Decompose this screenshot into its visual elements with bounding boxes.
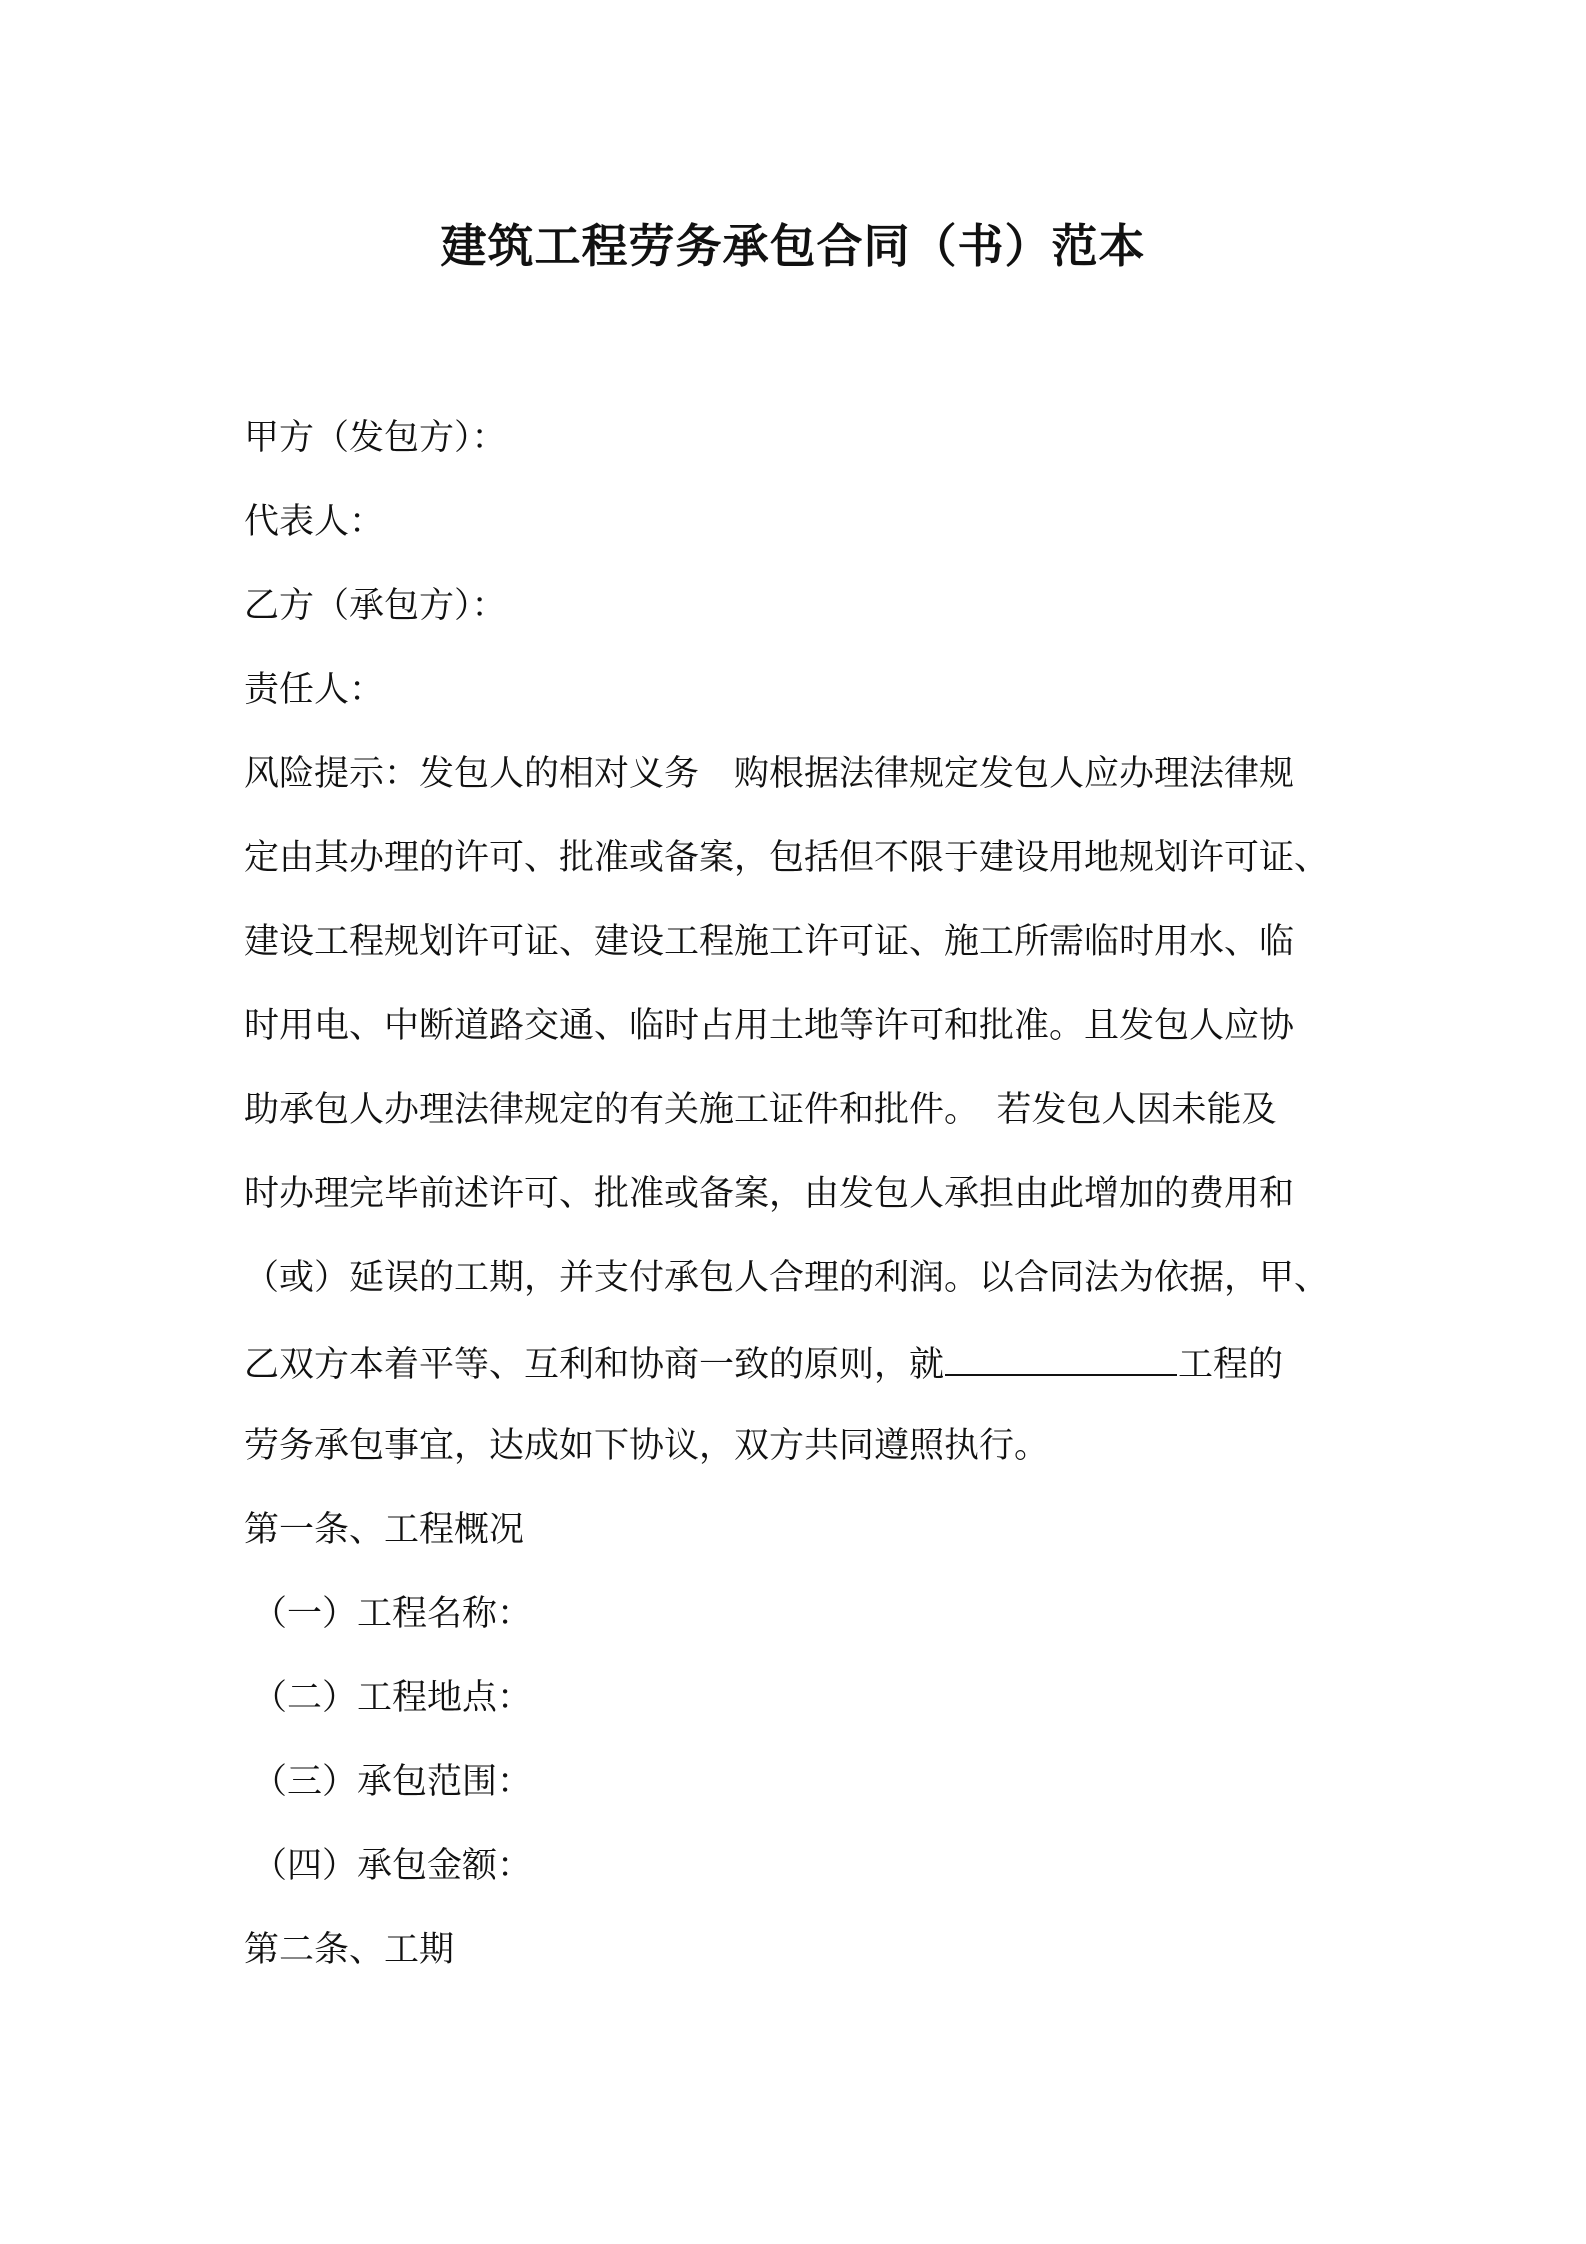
paragraph-line: 定由其办理的许可、批准或备案，包括但不限于建设用地规划许可证、 bbox=[244, 838, 1330, 878]
blank-line-before-text: 乙双方本着平等、互利和协商一致的原则，就 bbox=[244, 1345, 945, 1385]
responsible-person-label: 责任人： bbox=[244, 670, 385, 710]
document-title: 建筑工程劳务承包合同（书）范本 bbox=[440, 219, 1146, 273]
paragraph-line: 时用电、中断道路交通、临时占用土地等许可和批准。且发包人应协 bbox=[244, 1006, 1295, 1046]
paragraph-line: 时办理完毕前述许可、批准或备案，由发包人承担由此增加的费用和 bbox=[244, 1174, 1295, 1214]
party-a-label: 甲方（发包方）： bbox=[244, 418, 507, 458]
representative-label: 代表人： bbox=[244, 502, 385, 542]
project-location-item: （二）工程地点： bbox=[252, 1678, 533, 1718]
paragraph-line: 助承包人办理法律规定的有关施工证件和批件。 若发包人因未能及 bbox=[244, 1090, 1277, 1130]
contract-amount-item: （四）承包金额： bbox=[252, 1846, 533, 1886]
project-name-item: （一）工程名称： bbox=[252, 1594, 533, 1634]
blank-line-after-text: 工程的 bbox=[1178, 1345, 1284, 1385]
project-name-blank-line bbox=[244, 1338, 1283, 1389]
article-two-heading: 第二条、工期 bbox=[244, 1930, 455, 1970]
paragraph-line: 风险提示：发包人的相对义务 购根据法律规定发包人应办理法律规 bbox=[244, 754, 1295, 794]
party-b-label: 乙方（承包方）： bbox=[244, 586, 507, 626]
paragraph-line: 建设工程规划许可证、建设工程施工许可证、施工所需临时用水、临 bbox=[244, 922, 1295, 962]
closing-line: 劳务承包事宜，达成如下协议，双方共同遵照执行。 bbox=[244, 1426, 1050, 1466]
contract-scope-item: （三）承包范围： bbox=[252, 1762, 533, 1802]
article-one-heading: 第一条、工程概况 bbox=[244, 1510, 525, 1550]
paragraph-line: （或）延误的工期，并支付承包人合理的利润。以合同法为依据，甲、 bbox=[244, 1258, 1330, 1298]
project-name-blank bbox=[945, 1338, 1177, 1376]
